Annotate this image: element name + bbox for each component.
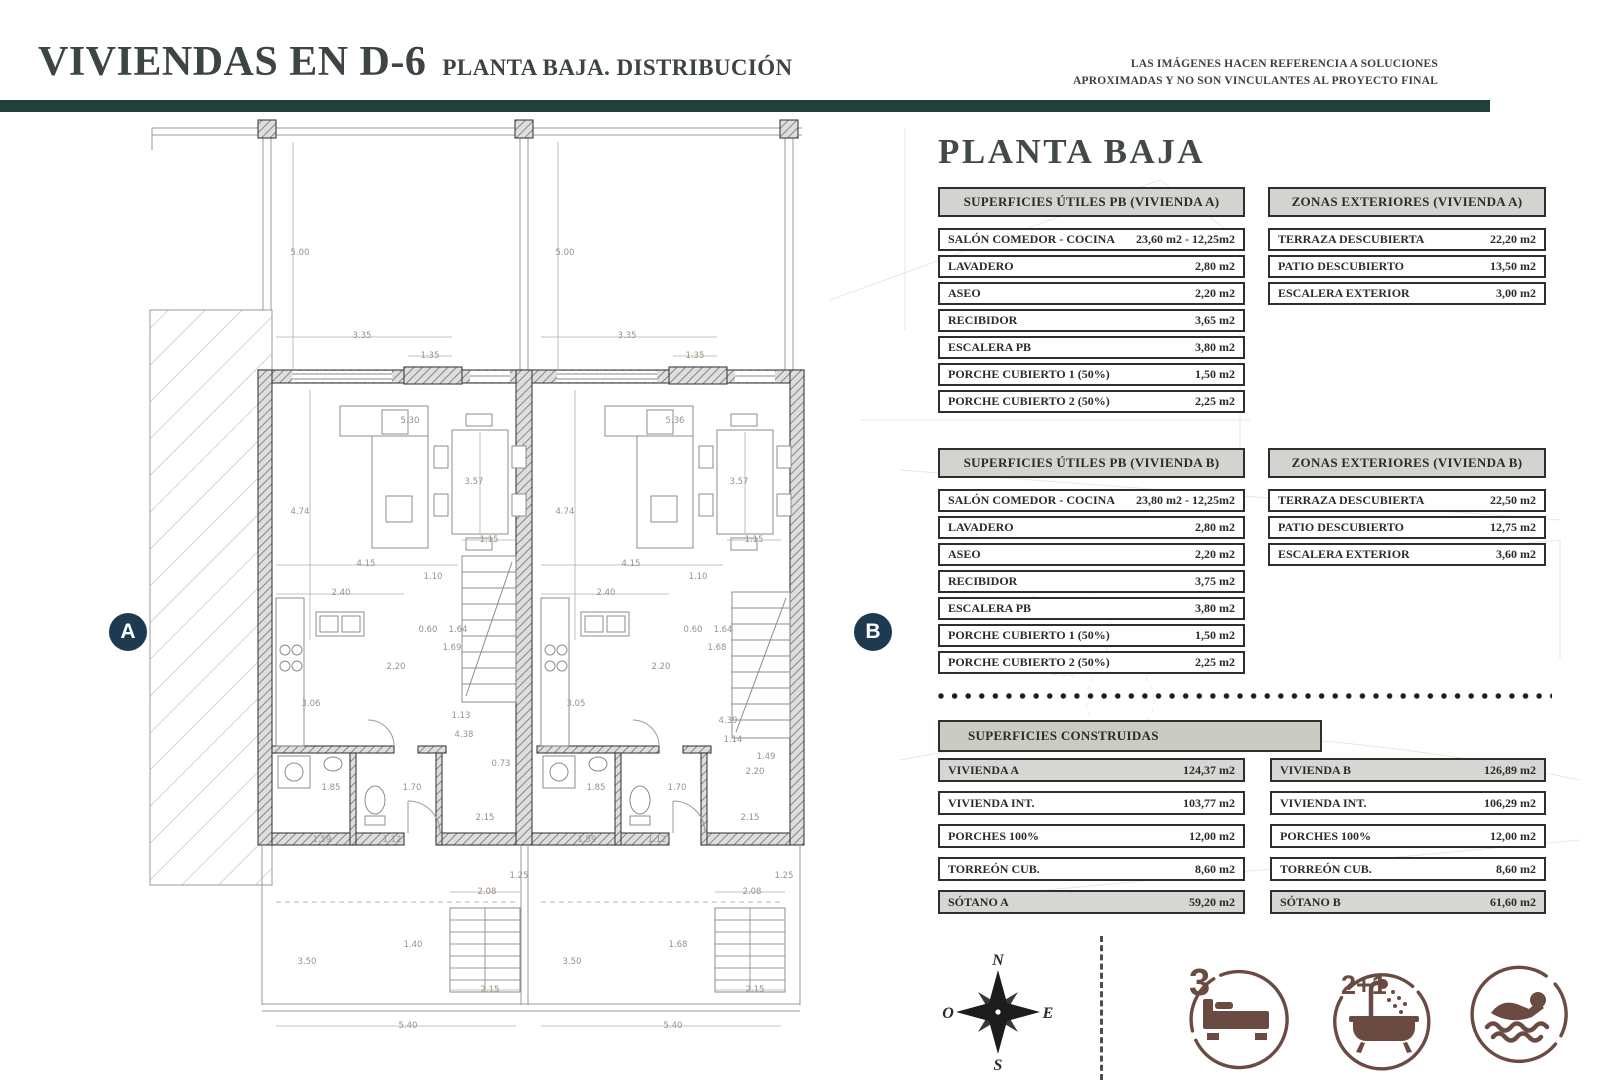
dimension-label: 2.15 [745, 985, 765, 995]
dimension-label: 5.36 [665, 416, 685, 426]
table-row [1268, 489, 1546, 512]
dimension-label: 2.08 [742, 887, 762, 897]
dimension-label: 1.35 [685, 351, 705, 361]
dimension-label: 2.15 [475, 813, 495, 823]
row-label: PORCHES 100% [1280, 828, 1372, 843]
row-value: 2,20 m2 [1195, 547, 1235, 561]
bathrooms-count: 2+1 [1341, 970, 1387, 1000]
row-value: 2,80 m2 [1195, 520, 1235, 534]
table-construidas-title: SUPERFICIES CONSTRUIDAS [938, 720, 1322, 752]
row-label: PATIO DESCUBIERTO [1278, 520, 1404, 534]
dimension-label: 1.69 [442, 643, 462, 653]
row-label: RECIBIDOR [948, 574, 1018, 588]
dimension-label: 5.40 [398, 1021, 418, 1031]
dimension-label: 1.68 [707, 643, 727, 653]
row-value: 106,29 m2 [1484, 795, 1536, 810]
dimension-label: 4.15 [621, 559, 641, 569]
dimension-label: 1.14 [723, 735, 743, 745]
row-label: RECIBIDOR [948, 313, 1018, 327]
dimension-label: 1.15 [479, 535, 499, 545]
table-row [938, 824, 1245, 848]
dimension-label: 3.05 [566, 699, 586, 709]
row-label: VIVIENDA A [948, 762, 1020, 777]
table-utiles-a-title: SUPERFICIES ÚTILES PB (VIVIENDA A) [938, 187, 1245, 217]
dimension-label: 1.85 [321, 783, 341, 793]
dimension-label: 1.64 [448, 625, 468, 635]
table-row [938, 543, 1245, 566]
dimension-label: 1.25 [774, 871, 794, 881]
dimension-label: 2.40 [596, 588, 616, 598]
row-value: 3,75 m2 [1195, 574, 1235, 588]
dimension-label: 3.50 [562, 957, 582, 967]
dimension-label: 1.12 [647, 835, 667, 845]
row-value: 12,00 m2 [1490, 828, 1536, 843]
table-zonas-b [1268, 448, 1546, 566]
disclaimer-line-1: LAS IMÁGENES HACEN REFERENCIA A SOLUCIONES [1130, 58, 1438, 70]
table-construidas-a [938, 758, 1245, 914]
table-row [938, 624, 1245, 647]
table-row [938, 758, 1245, 782]
dimension-label: 4.74 [290, 507, 310, 517]
row-label: VIVIENDA INT. [1280, 795, 1367, 810]
dimension-label: 1.12 [382, 835, 402, 845]
row-value: 124,37 m2 [1183, 762, 1235, 777]
row-label: ASEO [948, 286, 981, 300]
row-value: 23,60 m2 - 12,25m2 [1136, 232, 1235, 246]
bath-fixtures [278, 756, 650, 825]
table-row [938, 857, 1245, 881]
row-label: ESCALERA EXTERIOR [1278, 547, 1410, 561]
dotted-separator [936, 691, 1552, 701]
compass-south-label: S [993, 1057, 1003, 1074]
row-value: 59,20 m2 [1189, 894, 1235, 909]
table-row [938, 228, 1245, 251]
table-row [1270, 791, 1546, 815]
row-value: 61,60 m2 [1490, 894, 1536, 909]
row-value: 1,50 m2 [1195, 628, 1235, 642]
table-row [938, 597, 1245, 620]
row-label: ESCALERA PB [948, 601, 1032, 615]
dimension-label: 1.10 [423, 572, 443, 582]
row-label: SALÓN COMEDOR - COCINA [948, 232, 1116, 246]
kitchen-fixtures [276, 598, 629, 746]
dimension-label: 1.59 [577, 835, 597, 845]
compass-west-label: O [942, 1005, 954, 1022]
row-value: 8,60 m2 [1195, 861, 1235, 876]
disclaimer-line-2: APROXIMADAS Y NO SON VINCULANTES AL PROYECTO FINAL [1073, 75, 1438, 88]
row-value: 23,80 m2 - 12,25m2 [1136, 493, 1235, 507]
row-label: ESCALERA EXTERIOR [1278, 286, 1410, 300]
row-label: PORCHE CUBIERTO 2 (50%) [948, 394, 1110, 408]
table-row [1268, 228, 1546, 251]
dimension-label: 0.73 [491, 759, 511, 769]
dimension-label: 2.20 [386, 662, 406, 672]
dimension-label: 3.35 [352, 331, 372, 341]
row-value: 126,89 m2 [1484, 762, 1536, 777]
row-value: 3,80 m2 [1195, 340, 1235, 354]
row-label: PORCHE CUBIERTO 1 (50%) [948, 628, 1110, 642]
panel-heading: PLANTA BAJA [938, 132, 1206, 171]
dimension-label: 1.85 [586, 783, 606, 793]
bath-shower-icon [1325, 958, 1445, 1078]
table-utiles-b-title: SUPERFICIES ÚTILES PB (VIVIENDA B) [938, 448, 1245, 478]
row-value: 2,80 m2 [1195, 259, 1235, 273]
row-value: 2,25 m2 [1195, 655, 1235, 669]
row-label: SÓTANO B [1280, 894, 1341, 909]
dashed-separator [1100, 936, 1103, 1080]
row-value: 1,50 m2 [1195, 367, 1235, 381]
dimension-label: 2.15 [740, 813, 760, 823]
table-utiles-a [938, 187, 1245, 413]
dimension-label: 3.50 [297, 957, 317, 967]
row-value: 3,65 m2 [1195, 313, 1235, 327]
row-value: 13,50 m2 [1490, 259, 1536, 273]
table-row [938, 489, 1245, 512]
row-value: 2,20 m2 [1195, 286, 1235, 300]
table-row [938, 282, 1245, 305]
table-zonas-a-title: ZONAS EXTERIORES (VIVIENDA A) [1268, 187, 1546, 217]
row-value: 12,00 m2 [1189, 828, 1235, 843]
terrace [262, 845, 800, 1011]
dimension-label: 1.35 [420, 351, 440, 361]
dimension-label: 2.40 [331, 588, 351, 598]
dimension-label: 1.70 [402, 783, 422, 793]
page-title: VIVIENDAS EN D-6 [38, 39, 427, 85]
table-row [938, 570, 1245, 593]
north-compass [938, 946, 1058, 1078]
row-value: 2,25 m2 [1195, 394, 1235, 408]
table-row [1270, 758, 1546, 782]
dimension-label: 2.20 [651, 662, 671, 672]
row-value: 3,60 m2 [1496, 547, 1536, 561]
table-row [1270, 824, 1546, 848]
door-arcs [368, 720, 705, 833]
row-label: SÓTANO A [948, 894, 1009, 909]
table-row [938, 309, 1245, 332]
table-row [938, 363, 1245, 386]
dimension-label: 1.13 [451, 711, 471, 721]
dimension-label: 5.00 [290, 248, 310, 258]
row-label: PORCHE CUBIERTO 1 (50%) [948, 367, 1110, 381]
row-label: TORREÓN CUB. [948, 861, 1040, 876]
dimension-label: 4.15 [356, 559, 376, 569]
row-value: 3,00 m2 [1496, 286, 1536, 300]
row-label: PORCHES 100% [948, 828, 1040, 843]
dimension-label: 1.70 [667, 783, 687, 793]
ground-hatch [150, 310, 272, 885]
table-row [1270, 857, 1546, 881]
dimension-label: 4.74 [555, 507, 575, 517]
row-value: 103,77 m2 [1183, 795, 1235, 810]
bedrooms-count: 3 [1189, 962, 1211, 1004]
dimension-label: 1.10 [688, 572, 708, 582]
compass-north-label: N [992, 952, 1004, 969]
dimension-label: 0.60 [418, 625, 438, 635]
row-value: 12,75 m2 [1490, 520, 1536, 534]
dimension-label: 4.39 [718, 716, 738, 726]
dimension-label: 1.15 [744, 535, 764, 545]
table-row [938, 255, 1245, 278]
row-label: TERRAZA DESCUBIERTA [1278, 493, 1425, 507]
dimension-label: 2.08 [477, 887, 497, 897]
dimension-label: 1.49 [756, 752, 776, 762]
row-value: 8,60 m2 [1496, 861, 1536, 876]
dimension-label: 3.57 [729, 477, 749, 487]
table-construidas-header [938, 720, 1322, 752]
disclaimer-text [1073, 56, 1438, 91]
swimmer-icon [1461, 955, 1581, 1075]
row-value: 22,50 m2 [1490, 493, 1536, 507]
dimension-label: 5.40 [663, 1021, 683, 1031]
unit-b-marker [854, 613, 892, 651]
row-label: ESCALERA PB [948, 340, 1032, 354]
dimension-label: 2.20 [745, 767, 765, 777]
table-row [1268, 255, 1546, 278]
table-zonas-a [1268, 187, 1546, 305]
table-construidas-b [1270, 758, 1546, 914]
unit-a-marker [109, 613, 147, 651]
dimension-label: 3.57 [464, 477, 484, 487]
dimension-label: 1.68 [668, 940, 688, 950]
accent-bar [0, 100, 1490, 112]
table-row [1268, 282, 1546, 305]
unit-a-label: A [120, 620, 136, 643]
dimension-label: 1.40 [403, 940, 423, 950]
dimension-label: 3.06 [301, 699, 321, 709]
table-row [938, 336, 1245, 359]
table-row [1268, 543, 1546, 566]
row-label: LAVADERO [948, 520, 1014, 534]
bed-icon [1177, 955, 1297, 1075]
row-value: 22,20 m2 [1490, 232, 1536, 246]
dimension-label: 2.15 [480, 985, 500, 995]
row-label: SALÓN COMEDOR - COCINA [948, 493, 1116, 507]
row-label: PATIO DESCUBIERTO [1278, 259, 1404, 273]
table-row [938, 390, 1245, 413]
dimension-label: 1.59 [312, 835, 332, 845]
table-row [938, 890, 1245, 914]
row-label: VIVIENDA INT. [948, 795, 1035, 810]
table-row [1270, 890, 1546, 914]
row-label: VIVIENDA B [1280, 762, 1352, 777]
row-label: TERRAZA DESCUBIERTA [1278, 232, 1425, 246]
dimension-label: 4.38 [454, 730, 474, 740]
table-zonas-b-title: ZONAS EXTERIORES (VIVIENDA B) [1268, 448, 1546, 478]
interior-stairs [462, 556, 790, 738]
page-subtitle: PLANTA BAJA. DISTRIBUCIÓN [442, 55, 793, 80]
page-header [38, 38, 793, 86]
row-value: 3,80 m2 [1195, 601, 1235, 615]
row-label: PORCHE CUBIERTO 2 (50%) [948, 655, 1110, 669]
dimension-label: 5.00 [555, 248, 575, 258]
dimension-label: 5.30 [400, 416, 420, 426]
dimension-label: 0.60 [683, 625, 703, 635]
row-label: TORREÓN CUB. [1280, 861, 1372, 876]
dimension-label: 1.64 [713, 625, 733, 635]
table-row [938, 516, 1245, 539]
table-row [938, 651, 1245, 674]
unit-b-label: B [865, 620, 881, 643]
dimension-label: 1.25 [509, 871, 529, 881]
row-label: LAVADERO [948, 259, 1014, 273]
compass-east-label: E [1042, 1005, 1054, 1022]
table-row [1268, 516, 1546, 539]
table-utiles-b [938, 448, 1245, 674]
table-row [938, 791, 1245, 815]
dimension-label: 3.35 [617, 331, 637, 341]
row-label: ASEO [948, 547, 981, 561]
